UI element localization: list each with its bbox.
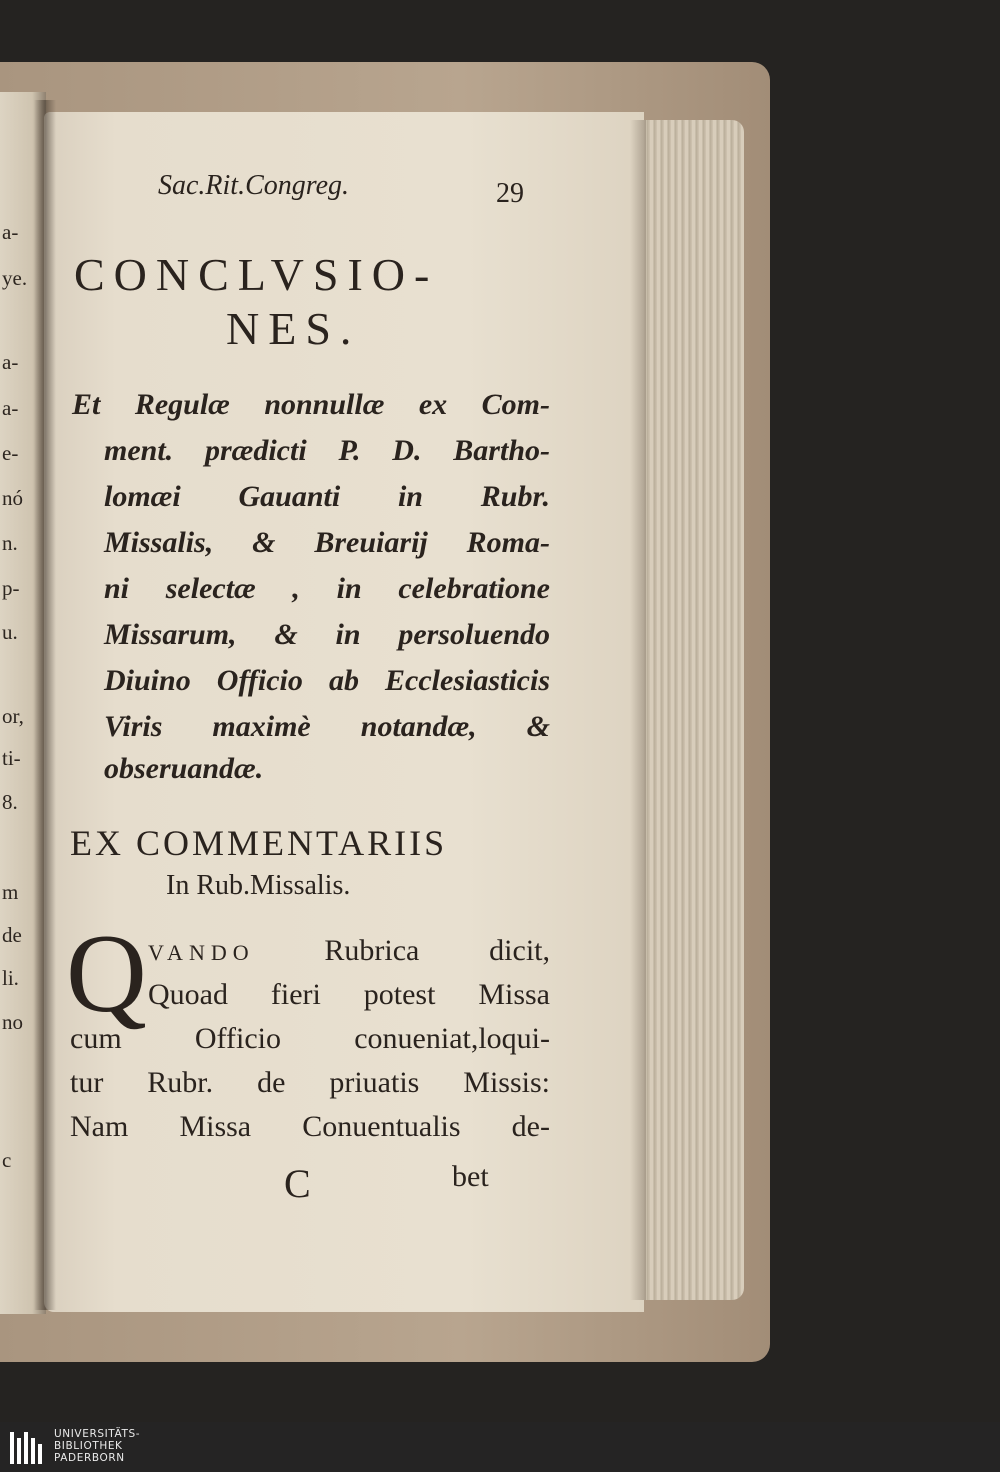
left-fragment: e- [2,441,19,465]
page-number: 29 [496,178,524,209]
left-fragment: u. [2,620,18,644]
left-fragment: n. [2,531,18,555]
footer-bar [0,1422,1000,1472]
left-fragment: a- [2,396,19,420]
page-edge-shadow [630,120,646,1300]
chapter-title-line-2: NES. [226,303,361,354]
body-first-smallcaps: VANDO [148,940,255,965]
intro-line: Missarum, & in persoluendo [104,618,550,651]
intro-line: Viris maximè notandæ, & [104,710,550,743]
section-heading: EX COMMENTARIIS [70,823,448,863]
left-fragment: no [2,1010,23,1034]
intro-line: ment. prædicti P. D. Bartho- [104,434,550,467]
catchword: bet [452,1160,489,1193]
left-fragment: a- [2,220,19,244]
intro-line: obseruandæ. [104,752,264,785]
left-fragment: p- [2,576,20,600]
left-fragment: li. [2,966,19,990]
page-fore-edge [636,120,744,1300]
body-line: tur Rubr. de priuatis Missis: [70,1066,550,1099]
logo-text-line: BIBLIOTHEK [54,1440,123,1452]
body-first-line [148,934,550,968]
left-fragment: m [2,880,19,904]
intro-line: lomæi Gauanti in Rubr. [104,480,550,513]
left-fragment: ti- [2,746,21,770]
intro-line: Et Regulæ nonnullæ ex Com- [72,388,550,421]
running-head: Sac.Rit.Congreg. [158,170,350,201]
logo-text-line: PADERBORN [54,1452,125,1464]
body-line: Nam Missa Conuentualis de- [70,1110,550,1143]
left-fragment: c [2,1148,12,1172]
drop-cap: Q [66,912,147,1036]
section-subheading: In Rub.Missalis. [166,870,351,901]
left-fragment: nó [2,486,23,510]
intro-line: Missalis, & Breuiarij Roma- [104,526,550,559]
intro-line: Diuino Officio ab Ecclesiasticis [104,664,550,697]
university-library-logo-icon [8,1428,48,1468]
left-fragment: 8. [2,790,18,814]
body-first-rest: Rubrica dicit, [324,934,550,967]
book-gutter [34,100,56,1310]
signature-mark: C [284,1161,311,1206]
logo-text-line: UNIVERSITÄTS- [54,1428,141,1440]
body-line: Quoad fieri potest Missa [148,978,550,1011]
left-fragment: de [2,923,22,947]
intro-line: ni selectæ , in celebratione [104,572,550,605]
left-fragment: ye. [2,266,28,290]
body-line: cum Officio conueniat,loqui- [70,1022,550,1055]
left-fragment: a- [2,350,19,374]
left-fragment: or, [2,704,24,728]
chapter-title-line-1: CONCLVSIO- [74,249,439,300]
